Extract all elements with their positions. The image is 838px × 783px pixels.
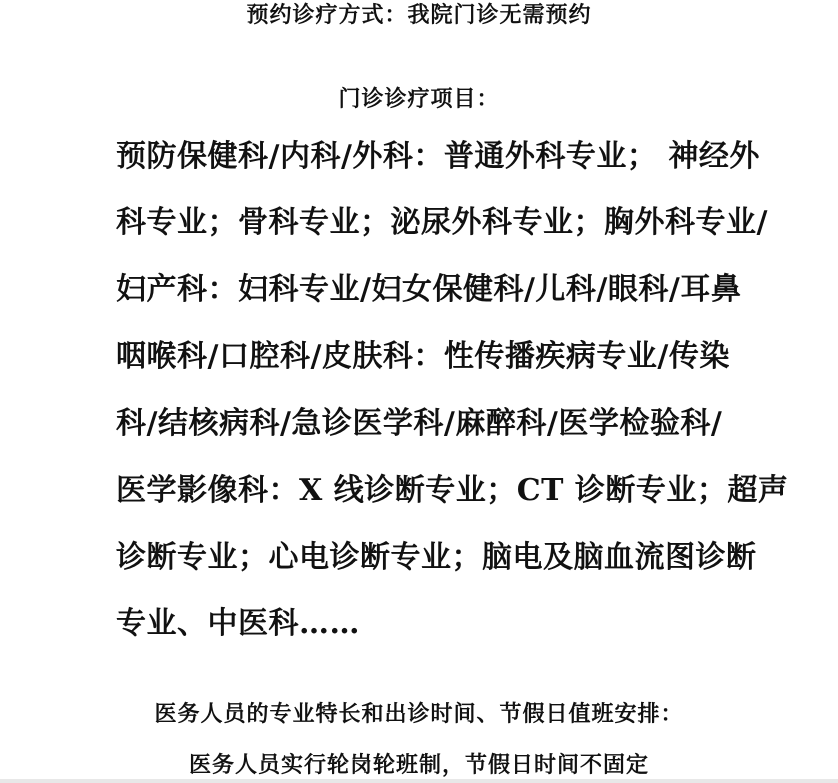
services-line: 医学影像科：X 线诊断专业；CT 诊断专业；超声 <box>116 473 789 508</box>
staff-schedule-title: 医务人员的专业特长和出诊时间、节假日值班安排： <box>154 701 684 727</box>
services-line: 咽喉科/口腔科/皮肤科：性传播疾病专业/传染 <box>116 339 730 374</box>
services-title: 门诊诊疗项目： <box>338 86 500 112</box>
services-line: 诊断专业；心电诊断专业；脑电及脑血流图诊断 <box>116 540 757 575</box>
services-line: 专业、中医科…… <box>116 606 360 641</box>
services-line: 妇产科：妇科专业/妇女保健科/儿科/眼科/耳鼻 <box>116 272 742 307</box>
page-bottom-edge <box>0 779 838 783</box>
booking-method-text: 预约诊疗方式：我院门诊无需预约 <box>246 2 592 28</box>
services-line: 科专业；骨科专业；泌尿外科专业；胸外科专业/ <box>116 205 768 240</box>
staff-schedule-note: 医务人员实行轮岗轮班制，节假日时间不固定 <box>188 752 649 778</box>
services-line: 科/结核病科/急诊医学科/麻醉科/医学检验科/ <box>116 406 723 441</box>
services-line: 预防保健科/内科/外科：普通外科专业； 神经外 <box>116 139 760 174</box>
